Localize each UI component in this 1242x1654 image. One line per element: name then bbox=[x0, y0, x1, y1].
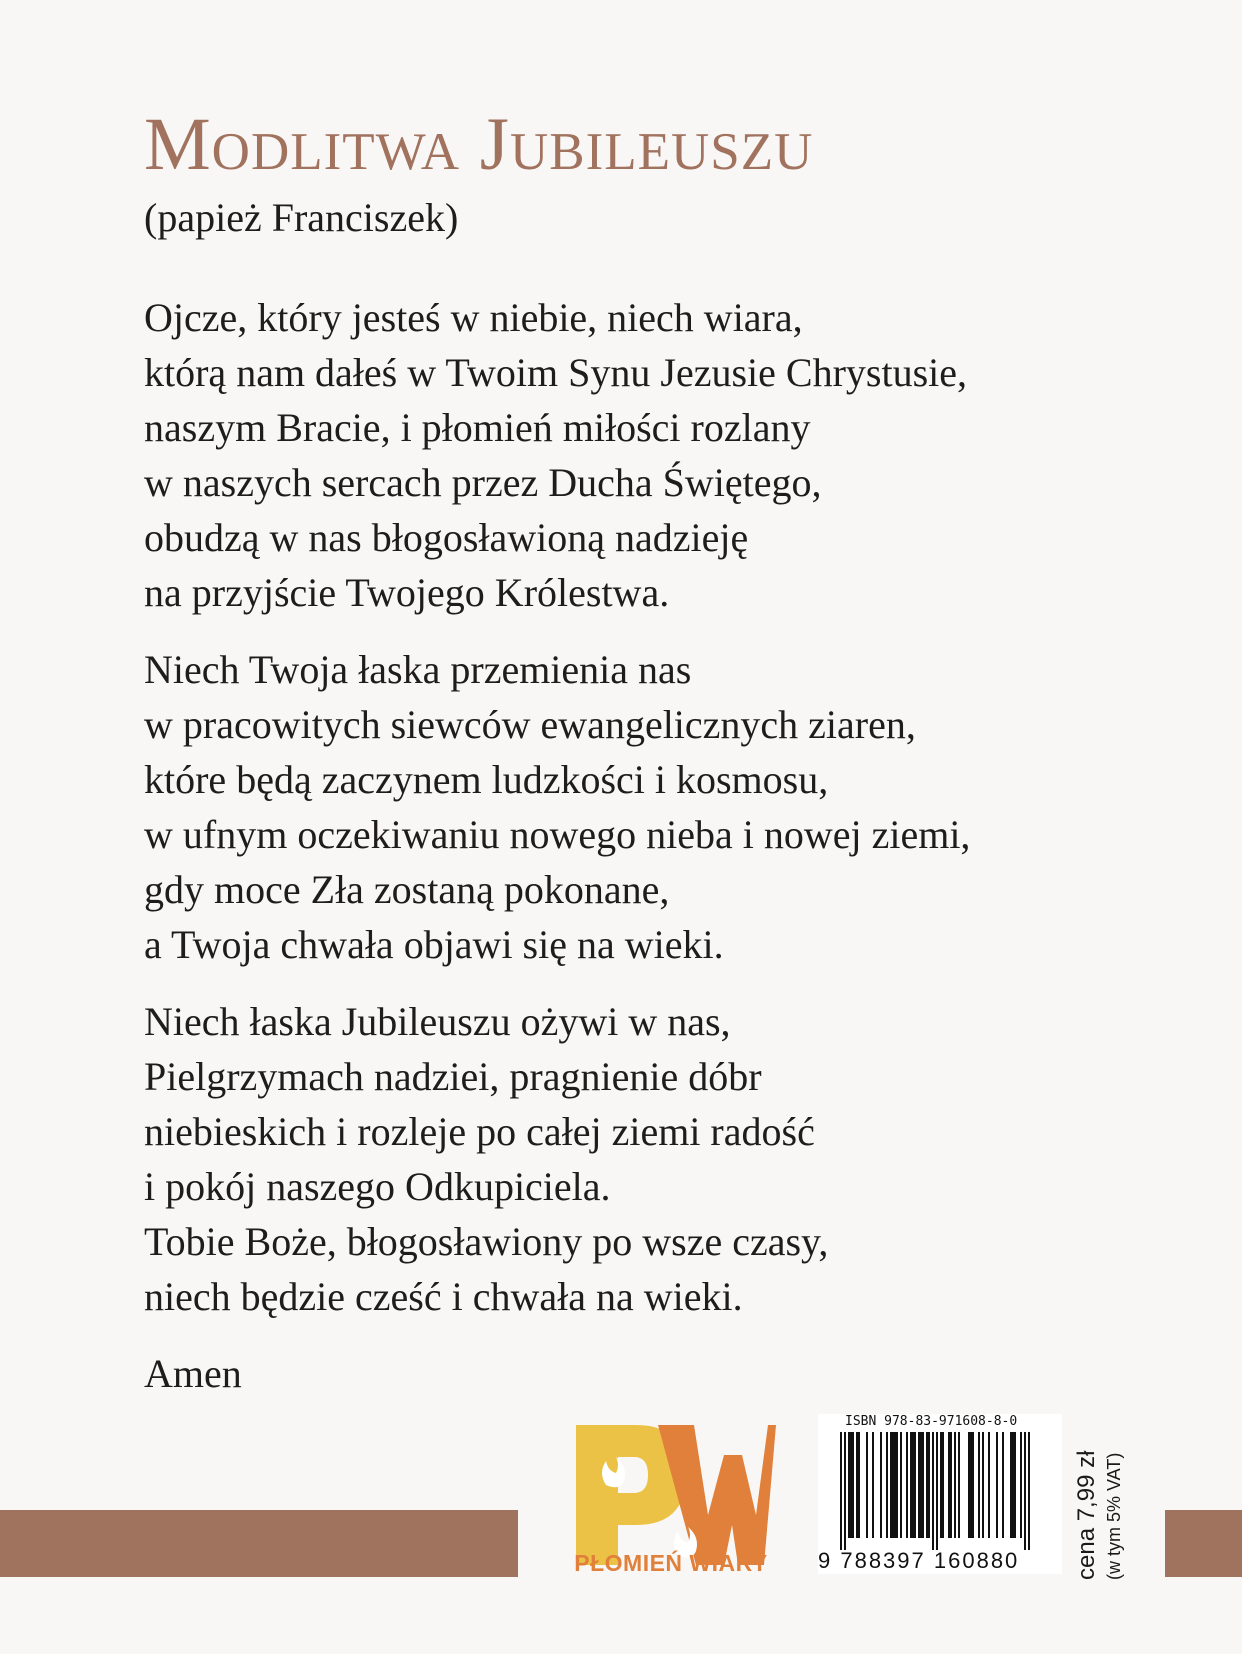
ean-digits: 9 788397 160880 bbox=[818, 1548, 1020, 1573]
isbn-text: ISBN 978-83-971608-8-0 bbox=[845, 1414, 1018, 1429]
prayer-text bbox=[144, 290, 1124, 1346]
barcode-bar bbox=[912, 1432, 914, 1538]
stanza-3 bbox=[144, 994, 1124, 1324]
barcode-bar bbox=[970, 1432, 972, 1538]
barcode-bar bbox=[950, 1432, 952, 1538]
barcode-bar bbox=[922, 1432, 924, 1538]
stanza-1 bbox=[144, 290, 1124, 620]
prayer-line: którą nam dałeś w Twoim Synu Jezusie Chrystusie, bbox=[144, 350, 968, 395]
prayer-line: na przyjście Twojego Królestwa. bbox=[144, 570, 670, 615]
publisher-name: PŁOMIEŃ WIARY bbox=[574, 1550, 768, 1576]
barcode-bar bbox=[928, 1432, 930, 1538]
barcode-bar bbox=[900, 1432, 902, 1538]
barcode-bar bbox=[972, 1432, 974, 1538]
barcode-bar bbox=[914, 1432, 916, 1538]
barcode-bar bbox=[1014, 1432, 1016, 1538]
barcode-bar bbox=[896, 1432, 898, 1538]
prayer-line: Ojcze, który jesteś w niebie, niech wiara, bbox=[144, 295, 803, 340]
barcode-bar bbox=[1024, 1432, 1026, 1550]
barcode-bar bbox=[988, 1432, 990, 1538]
barcode-bar bbox=[886, 1432, 888, 1538]
prayer-line: i pokój naszego Odkupiciela. bbox=[144, 1164, 611, 1209]
prayer-line: Tobie Boże, błogosławiony po wsze czasy, bbox=[144, 1219, 829, 1264]
barcode-bar bbox=[910, 1432, 912, 1538]
barcode-bar bbox=[1012, 1432, 1014, 1538]
price-block bbox=[1072, 1404, 1126, 1580]
barcode-bar bbox=[1028, 1432, 1030, 1550]
barcode-bar bbox=[844, 1432, 846, 1550]
barcode-bar bbox=[968, 1432, 970, 1538]
price-label: cena 7,99 zł bbox=[1073, 1450, 1100, 1580]
prayer-line: w pracowitych siewców ewangelicznych ziaren, bbox=[144, 702, 916, 747]
barcode-bar bbox=[850, 1432, 852, 1538]
barcode-bar bbox=[926, 1432, 928, 1538]
barcode-bar bbox=[858, 1432, 860, 1538]
subtitle-author: (papież Franciszek) bbox=[144, 195, 459, 240]
barcode-bar bbox=[892, 1432, 894, 1538]
accent-band-left bbox=[0, 1510, 518, 1577]
barcode-bar bbox=[1010, 1432, 1012, 1538]
barcode-bar bbox=[948, 1432, 950, 1538]
prayer-line: niech będzie cześć i chwała na wieki. bbox=[144, 1274, 743, 1319]
prayer-line: Niech łaska Jubileuszu ożywi w nas, bbox=[144, 999, 731, 1044]
barcode-bar bbox=[840, 1432, 842, 1550]
accent-band-right bbox=[1165, 1510, 1242, 1577]
barcode-bar bbox=[894, 1432, 896, 1538]
prayer-line: a Twoja chwała objawi się na wieki. bbox=[144, 922, 724, 967]
barcode-bar bbox=[942, 1432, 944, 1538]
vat-note: (w tym 5% VAT) bbox=[1104, 1452, 1124, 1580]
barcode-bar bbox=[848, 1432, 850, 1538]
prayer-line: niebieskich i rozleje po całej ziemi radość bbox=[144, 1109, 815, 1154]
barcode-bar bbox=[872, 1432, 874, 1538]
page-title: Modlitwa Jubileuszu bbox=[144, 103, 814, 186]
prayer-line: w naszych sercach przez Ducha Świętego, bbox=[144, 460, 822, 505]
barcode-bar bbox=[880, 1432, 882, 1538]
barcode-bar bbox=[954, 1432, 956, 1538]
barcode-bar bbox=[856, 1432, 858, 1538]
prayer-line: w ufnym oczekiwaniu nowego nieba i nowej ziemi, bbox=[144, 812, 971, 857]
barcode bbox=[840, 1432, 1040, 1550]
prayer-line: które będą zaczynem ludzkości i kosmosu, bbox=[144, 757, 829, 802]
amen-text: Amen bbox=[144, 1351, 242, 1396]
barcode-bar bbox=[936, 1432, 938, 1550]
barcode-bar bbox=[866, 1432, 868, 1538]
barcode-bar bbox=[1002, 1432, 1004, 1538]
barcode-bar bbox=[940, 1432, 942, 1538]
prayer-line: obudzą w nas błogosławioną nadzieję bbox=[144, 515, 749, 560]
barcode-bar bbox=[978, 1432, 980, 1538]
prayer-line: naszym Bracie, i płomień miłości rozlany bbox=[144, 405, 811, 450]
prayer-line: Pielgrzymach nadziei, pragnienie dóbr bbox=[144, 1054, 762, 1099]
barcode-bar bbox=[996, 1432, 998, 1538]
barcode-bar bbox=[920, 1432, 922, 1538]
prayer-line: gdy moce Zła zostaną pokonane, bbox=[144, 867, 670, 912]
barcode-bar bbox=[982, 1432, 984, 1538]
stanza-2 bbox=[144, 642, 1124, 972]
barcode-bar bbox=[918, 1432, 920, 1538]
barcode-bar bbox=[906, 1432, 908, 1538]
prayer-line: Niech Twoja łaska przemienia nas bbox=[144, 647, 692, 692]
barcode-bar bbox=[852, 1432, 854, 1538]
barcode-bar bbox=[890, 1432, 892, 1538]
barcode-bar bbox=[1020, 1432, 1022, 1538]
barcode-bar bbox=[958, 1432, 960, 1538]
barcode-bar bbox=[932, 1432, 934, 1550]
